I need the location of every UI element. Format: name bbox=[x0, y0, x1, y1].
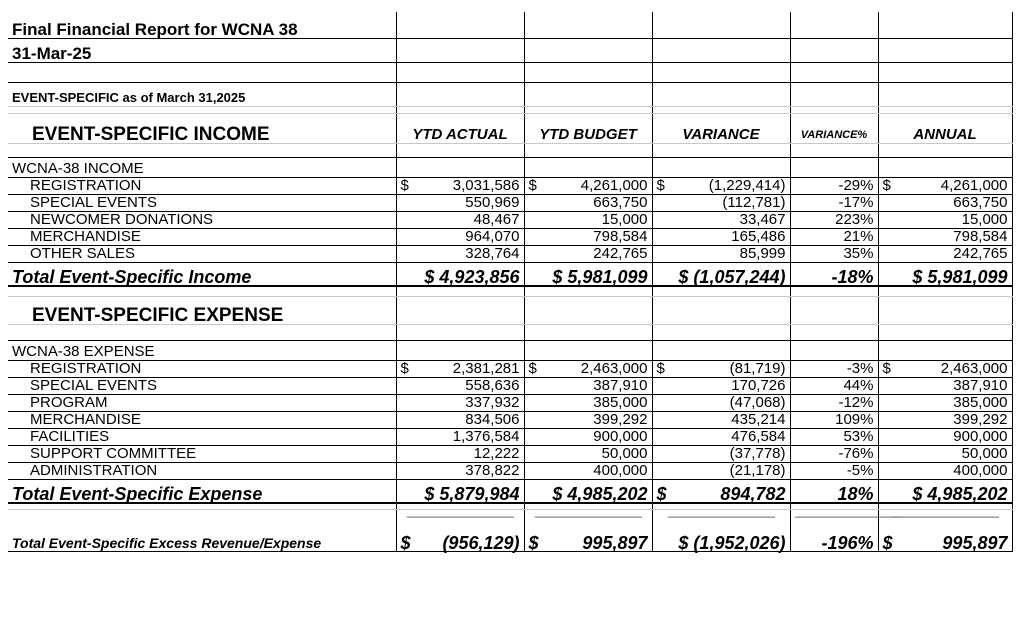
excess-pct: -196% bbox=[790, 526, 878, 552]
income-total-variance: $ (1,057,244) bbox=[652, 262, 790, 286]
income-group-label: WCNA-38 INCOME bbox=[8, 157, 396, 177]
currency-symbol: $ bbox=[528, 359, 537, 377]
ytd-actual-value: 378,822 bbox=[396, 462, 524, 479]
income-row-special-events bbox=[8, 194, 1012, 211]
expense-total-budget: $ 4,985,202 bbox=[524, 479, 652, 503]
annual-value: 400,000 bbox=[878, 462, 1012, 479]
dashed-separator: ---------------------------------------------- bbox=[396, 509, 524, 526]
expense-total-variance-currency: $ bbox=[656, 484, 667, 504]
variance-pct-value: 21% bbox=[790, 228, 878, 245]
ytd-budget-value: 242,765 bbox=[524, 245, 652, 262]
annual-value: 242,765 bbox=[878, 245, 1012, 262]
report-subtitle: EVENT-SPECIFIC as of March 31,2025 bbox=[8, 82, 396, 106]
ytd-budget-value: 798,584 bbox=[524, 228, 652, 245]
annual-value: 50,000 bbox=[878, 445, 1012, 462]
variance-value: (1,229,414) bbox=[708, 176, 786, 194]
variance-value: (112,781) bbox=[652, 194, 790, 211]
currency-symbol: $ bbox=[882, 176, 891, 194]
ytd-actual-value: 337,932 bbox=[396, 394, 524, 411]
variance-pct-value: -29% bbox=[790, 177, 878, 194]
income-section-heading: EVENT-SPECIFIC INCOME bbox=[8, 113, 396, 143]
ytd-actual-value: 12,222 bbox=[396, 445, 524, 462]
ytd-actual-value: 2,381,281 bbox=[452, 359, 520, 377]
col-header-ytd-actual: YTD ACTUAL bbox=[396, 113, 524, 143]
expense-total-row bbox=[8, 479, 1012, 503]
row-label: MERCHANDISE bbox=[8, 411, 396, 428]
row-label: SUPPORT COMMITTEE bbox=[8, 445, 396, 462]
excess-annual-currency: $ bbox=[882, 533, 893, 553]
variance-pct-value: -3% bbox=[790, 360, 878, 377]
dashed-separator: ---------------------------------------------- bbox=[652, 509, 790, 526]
annual-value: 663,750 bbox=[878, 194, 1012, 211]
ytd-budget-value: 4,261,000 bbox=[580, 176, 648, 194]
ytd-budget-value: 663,750 bbox=[524, 194, 652, 211]
variance-value: 170,726 bbox=[652, 377, 790, 394]
row-label: SPECIAL EVENTS bbox=[8, 377, 396, 394]
col-header-annual: ANNUAL bbox=[878, 113, 1012, 143]
excess-actual: (956,129) bbox=[442, 533, 520, 553]
variance-value: 85,999 bbox=[652, 245, 790, 262]
financial-report-table bbox=[8, 12, 1013, 552]
expense-section-heading: EVENT-SPECIFIC EXPENSE bbox=[8, 296, 396, 324]
expense-total-variance: 894,782 bbox=[720, 484, 786, 504]
excess-label: Total Event-Specific Excess Revenue/Expense bbox=[8, 526, 396, 552]
variance-pct-value: 109% bbox=[790, 411, 878, 428]
currency-symbol: $ bbox=[882, 359, 891, 377]
ytd-actual-value: 48,467 bbox=[396, 211, 524, 228]
excess-actual-currency: $ bbox=[400, 533, 411, 553]
ytd-actual-value: 3,031,586 bbox=[452, 176, 520, 194]
variance-pct-value: 53% bbox=[790, 428, 878, 445]
income-total-annual: $ 5,981,099 bbox=[878, 262, 1012, 286]
annual-value: 387,910 bbox=[878, 377, 1012, 394]
col-header-variance-pct: VARIANCE% bbox=[790, 113, 878, 143]
expense-row-program bbox=[8, 394, 1012, 411]
excess-annual: 995,897 bbox=[942, 533, 1008, 553]
annual-value: 399,292 bbox=[878, 411, 1012, 428]
ytd-actual-value: 550,969 bbox=[396, 194, 524, 211]
income-total-label: Total Event-Specific Income bbox=[8, 262, 396, 286]
row-label: OTHER SALES bbox=[8, 245, 396, 262]
excess-budget: 995,897 bbox=[582, 533, 648, 553]
variance-pct-value: -17% bbox=[790, 194, 878, 211]
row-label: PROGRAM bbox=[8, 394, 396, 411]
income-row-newcomer-donations bbox=[8, 211, 1012, 228]
expense-row-merchandise bbox=[8, 411, 1012, 428]
annual-value: 4,261,000 bbox=[940, 176, 1008, 194]
variance-pct-value: 35% bbox=[790, 245, 878, 262]
income-total-pct: -18% bbox=[790, 262, 878, 286]
variance-pct-value: -12% bbox=[790, 394, 878, 411]
ytd-budget-value: 15,000 bbox=[524, 211, 652, 228]
income-total-row bbox=[8, 262, 1012, 286]
annual-value: 15,000 bbox=[878, 211, 1012, 228]
variance-value: (37,778) bbox=[652, 445, 790, 462]
expense-row-administration bbox=[8, 462, 1012, 479]
annual-value: 2,463,000 bbox=[940, 359, 1008, 377]
income-row-other-sales bbox=[8, 245, 1012, 262]
variance-pct-value: 223% bbox=[790, 211, 878, 228]
income-row-registration bbox=[8, 177, 1012, 194]
financial-report-sheet bbox=[8, 12, 1012, 552]
variance-value: 165,486 bbox=[652, 228, 790, 245]
variance-value: 435,214 bbox=[652, 411, 790, 428]
income-row-merchandise bbox=[8, 228, 1012, 245]
currency-symbol: $ bbox=[400, 359, 409, 377]
expense-row-registration bbox=[8, 360, 1012, 377]
annual-value: 385,000 bbox=[878, 394, 1012, 411]
currency-symbol: $ bbox=[400, 176, 409, 194]
report-title: Final Financial Report for WCNA 38 bbox=[8, 12, 396, 38]
variance-value: 476,584 bbox=[652, 428, 790, 445]
expense-total-pct: 18% bbox=[790, 479, 878, 503]
excess-budget-currency: $ bbox=[528, 533, 539, 553]
ytd-actual-value: 558,636 bbox=[396, 377, 524, 394]
row-label: REGISTRATION bbox=[8, 360, 396, 377]
row-label: NEWCOMER DONATIONS bbox=[8, 211, 396, 228]
report-date: 31-Mar-25 bbox=[8, 38, 396, 62]
currency-symbol: $ bbox=[656, 359, 665, 377]
ytd-budget-value: 400,000 bbox=[524, 462, 652, 479]
ytd-budget-value: 50,000 bbox=[524, 445, 652, 462]
expense-total-label: Total Event-Specific Expense bbox=[8, 479, 396, 503]
ytd-actual-value: 1,376,584 bbox=[396, 428, 524, 445]
row-label: MERCHANDISE bbox=[8, 228, 396, 245]
annual-value: 798,584 bbox=[878, 228, 1012, 245]
variance-pct-value: -5% bbox=[790, 462, 878, 479]
dashed-separator: ---------------------------------------------- bbox=[524, 509, 652, 526]
dashed-separator: ---------------------------------------------- bbox=[790, 509, 878, 526]
row-label: FACILITIES bbox=[8, 428, 396, 445]
row-label: REGISTRATION bbox=[8, 177, 396, 194]
row-label: SPECIAL EVENTS bbox=[8, 194, 396, 211]
row-label: ADMINISTRATION bbox=[8, 462, 396, 479]
expense-total-annual: $ 4,985,202 bbox=[878, 479, 1012, 503]
currency-symbol: $ bbox=[528, 176, 537, 194]
col-header-variance: VARIANCE bbox=[652, 113, 790, 143]
expense-group-label: WCNA-38 EXPENSE bbox=[8, 340, 396, 360]
ytd-budget-value: 385,000 bbox=[524, 394, 652, 411]
annual-value: 900,000 bbox=[878, 428, 1012, 445]
income-total-budget: $ 5,981,099 bbox=[524, 262, 652, 286]
variance-pct-value: -76% bbox=[790, 445, 878, 462]
expense-row-special-events bbox=[8, 377, 1012, 394]
income-total-actual: $ 4,923,856 bbox=[396, 262, 524, 286]
currency-symbol: $ bbox=[656, 176, 665, 194]
ytd-budget-value: 900,000 bbox=[524, 428, 652, 445]
col-header-ytd-budget: YTD BUDGET bbox=[524, 113, 652, 143]
ytd-budget-value: 399,292 bbox=[524, 411, 652, 428]
ytd-budget-value: 387,910 bbox=[524, 377, 652, 394]
variance-value: (81,719) bbox=[729, 359, 786, 377]
dashed-separator-row bbox=[8, 509, 1012, 526]
ytd-actual-value: 328,764 bbox=[396, 245, 524, 262]
excess-row bbox=[8, 526, 1012, 552]
excess-variance: $ (1,952,026) bbox=[652, 526, 790, 552]
variance-value: 33,467 bbox=[652, 211, 790, 228]
expense-total-actual: $ 5,879,984 bbox=[396, 479, 524, 503]
variance-pct-value: 44% bbox=[790, 377, 878, 394]
variance-value: (21,178) bbox=[652, 462, 790, 479]
dashed-separator: ---------------------------------------------- bbox=[878, 509, 1012, 526]
expense-row-support-committee bbox=[8, 445, 1012, 462]
variance-value: (47,068) bbox=[652, 394, 790, 411]
ytd-budget-value: 2,463,000 bbox=[580, 359, 648, 377]
expense-row-facilities bbox=[8, 428, 1012, 445]
ytd-actual-value: 964,070 bbox=[396, 228, 524, 245]
ytd-actual-value: 834,506 bbox=[396, 411, 524, 428]
